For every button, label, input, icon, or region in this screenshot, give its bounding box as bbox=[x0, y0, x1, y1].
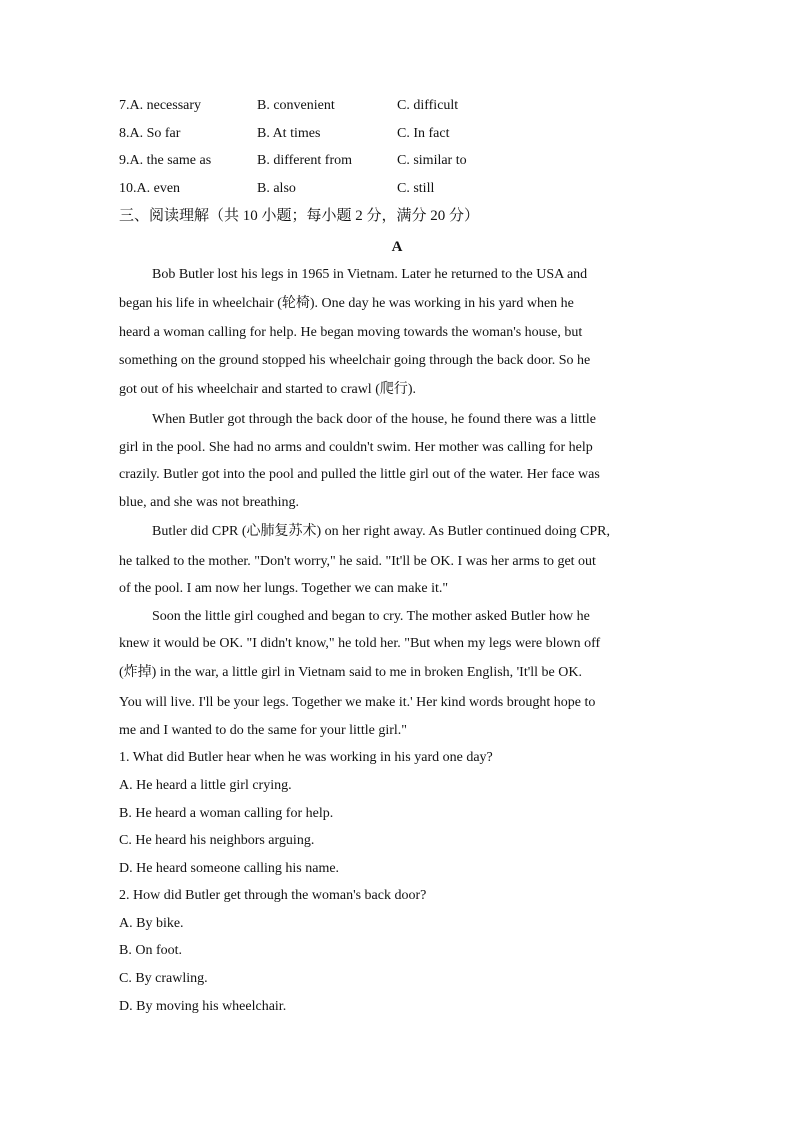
question-1-option-b: B. He heard a woman calling for help. bbox=[119, 806, 334, 821]
option-8b: B. At times bbox=[257, 126, 321, 141]
option-8a: 8.A. So far bbox=[119, 126, 181, 141]
passage-line: You will live. I'll be your legs. Together we make it.' Her kind words brought hope to bbox=[119, 695, 596, 710]
option-10a: 10.A. even bbox=[119, 181, 181, 196]
passage-line: me and I wanted to do the same for your little girl." bbox=[119, 723, 407, 738]
passage-line: (炸掉) in the war, a little girl in Vietnam said to me in broken English, 'It'll be OK. bbox=[119, 665, 582, 680]
passage-line: blue, and she was not breathing. bbox=[119, 495, 300, 510]
passage-line: girl in the pool. She had no arms and couldn't swim. Her mother was calling for help bbox=[119, 440, 593, 455]
question-2-option-a: A. By bike. bbox=[119, 916, 184, 931]
option-10c: C. still bbox=[397, 181, 435, 196]
option-8c: C. In fact bbox=[397, 126, 450, 141]
option-7a: 7.A. necessary bbox=[119, 98, 202, 113]
passage-line: Bob Butler lost his legs in 1965 in Vietnam. Later he returned to the USA and bbox=[152, 267, 588, 282]
question-2-stem: 2. How did Butler get through the woman's back door? bbox=[119, 888, 427, 903]
passage-line: Butler did CPR (心肺复苏术) on her right away. As Butler continued doing CPR, bbox=[152, 524, 610, 539]
question-2-option-d: D. By moving his wheelchair. bbox=[119, 999, 287, 1014]
question-2-option-b: B. On foot. bbox=[119, 943, 182, 958]
passage-line: he talked to the mother. "Don't worry," he said. "It'll be OK. I was her arms to get out bbox=[119, 554, 596, 569]
question-2-option-c: C. By crawling. bbox=[119, 971, 208, 986]
passage-line: Soon the little girl coughed and began to cry. The mother asked Butler how he bbox=[152, 609, 590, 624]
passage-line: crazily. Butler got into the pool and pulled the little girl out of the water. Her face was bbox=[119, 467, 600, 482]
question-1-option-c: C. He heard his neighbors arguing. bbox=[119, 833, 315, 848]
passage-line: began his life in wheelchair (轮椅). One day he was working in his yard when he bbox=[119, 296, 574, 311]
passage-line: got out of his wheelchair and started to crawl (爬行). bbox=[119, 382, 417, 397]
option-9a: 9.A. the same as bbox=[119, 153, 212, 168]
passage-line: of the pool. I am now her lungs. Together we can make it." bbox=[119, 581, 449, 596]
passage-title: A bbox=[391, 239, 403, 255]
section-title: 三、阅读理解（共 10 小题；每小题 2 分，满分 20 分） bbox=[119, 208, 480, 224]
passage-line: heard a woman calling for help. He began moving towards the woman's house, but bbox=[119, 325, 583, 340]
option-7b: B. convenient bbox=[257, 98, 335, 113]
passage-line: When Butler got through the back door of the house, he found there was a little bbox=[152, 412, 596, 427]
question-1-option-a: A. He heard a little girl crying. bbox=[119, 778, 292, 793]
option-9c: C. similar to bbox=[397, 153, 467, 168]
question-1-stem: 1. What did Butler hear when he was working in his yard one day? bbox=[119, 750, 493, 765]
option-10b: B. also bbox=[257, 181, 296, 196]
option-7c: C. difficult bbox=[397, 98, 459, 113]
option-9b: B. different from bbox=[257, 153, 352, 168]
passage-line: knew it would be OK. "I didn't know," he told her. "But when my legs were blown off bbox=[119, 636, 601, 651]
passage-line: something on the ground stopped his wheelchair going through the back door. So he bbox=[119, 353, 591, 368]
question-1-option-d: D. He heard someone calling his name. bbox=[119, 861, 340, 876]
